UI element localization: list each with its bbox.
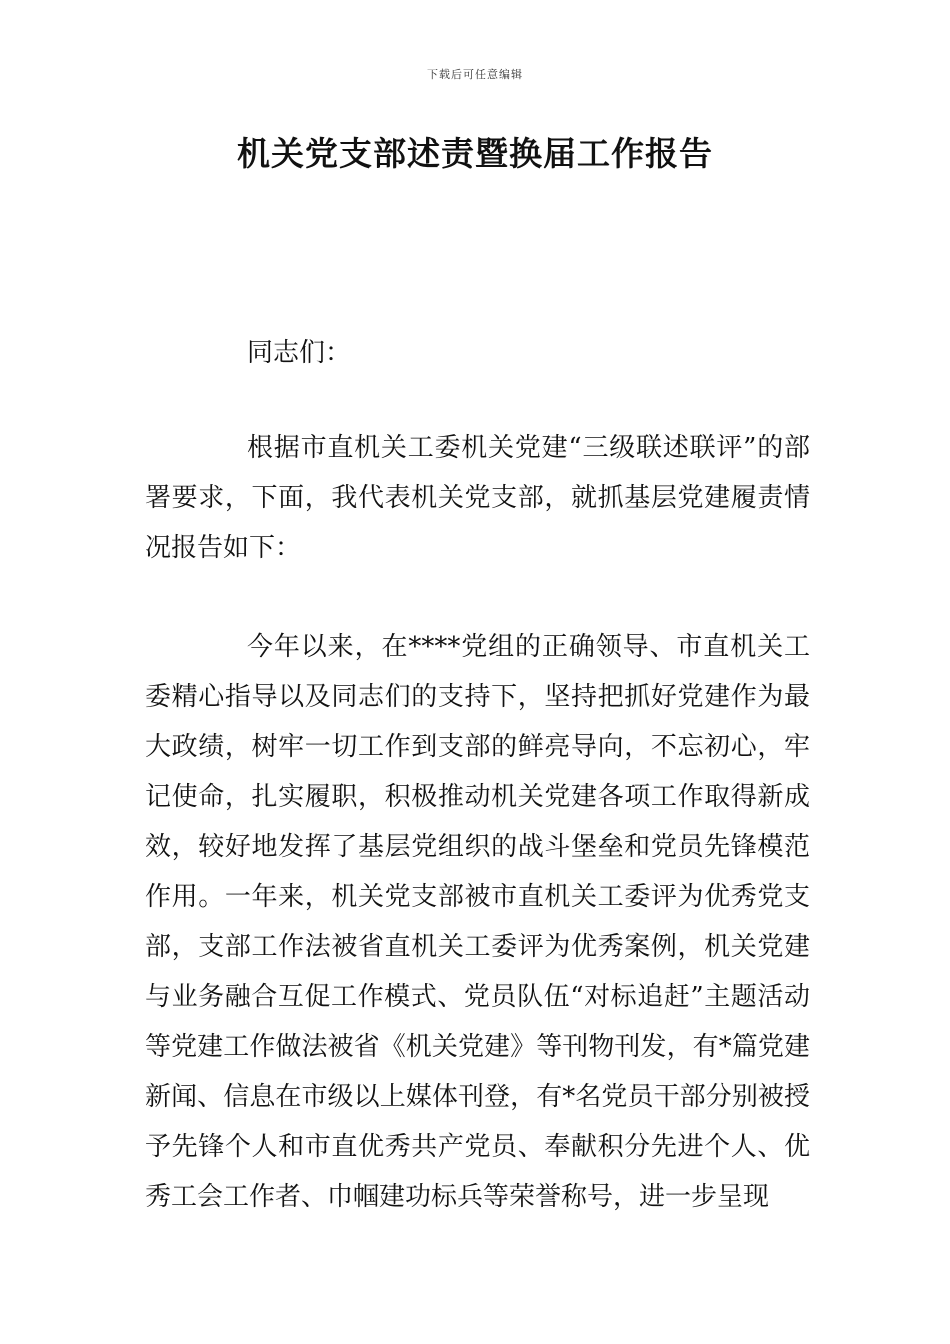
document-title: 机关党支部述责暨换届工作报告 (237, 134, 713, 173)
paragraph-2: 今年以来，在****党组的正确领导、市直机关工委精心指导以及同志们的支持下，坚持把抓好党建作为最大政绩，树牢一切工作到支部的鲜亮导向，不忘初心，牢记使命，扎实履职，积极推动机关党建各项工作取得新成效，较好地发挥了基层党组织的战斗堡垒和党员先锋模范作用。一年来，机关党支部被市直机关工委评为优秀党支部，支部工作法被省直机关工委评为优秀案例，机关党建与业务融合互促工作模式、党员队伍“对标追赶”主题活动等党建工作做法被省《机关党建》等刊物刊发，有*篇党建新闻、信息在市级以上媒体刊登，有*名党员干部分别被授予先锋个人和市直优秀共产党员、奉献积分先进个人、优秀工会工作者、巾帼建功标兵等荣誉称号，进一步呈现 (145, 632, 810, 1212)
header-note: 下载后可任意编辑 (427, 68, 523, 81)
salutation: 同志们： (247, 338, 352, 368)
paragraph-1: 根据市直机关工委机关党建“三级联述联评”的部署要求，下面，我代表机关党支部，就抓基层党建履责情况报告如下： (145, 433, 810, 563)
